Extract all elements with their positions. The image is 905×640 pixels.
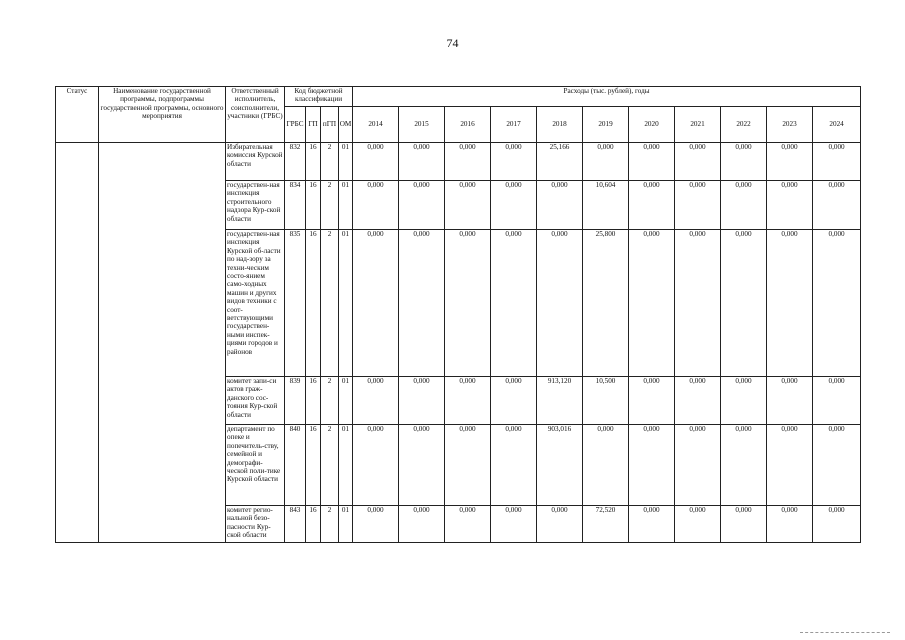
- value-2017: 0,000: [491, 230, 537, 377]
- code-grbs: 839: [285, 377, 306, 425]
- header-code-gp: ГП: [306, 107, 321, 143]
- value-2019: 25,800: [583, 230, 629, 377]
- org-cell: комитет регио-нальной безо-пасности Кур-ской области: [226, 506, 285, 543]
- org-cell: государствен-ная инспекция Курской об-ласти по над-зору за техни-ческим состо-янием само-ходных машин и других видов техники с соот-ветствующими государствен-ными инспек-циями городов и районов: [226, 230, 285, 377]
- value-2021: 0,000: [675, 377, 721, 425]
- value-2015: 0,000: [399, 230, 445, 377]
- value-2017: 0,000: [491, 181, 537, 230]
- code-pgp: 2: [321, 143, 339, 181]
- value-2017: 0,000: [491, 506, 537, 543]
- code-om: 01: [339, 425, 353, 506]
- header-year-2022: 2022: [721, 107, 767, 143]
- value-2017: 0,000: [491, 377, 537, 425]
- value-2016: 0,000: [445, 181, 491, 230]
- value-2022: 0,000: [721, 506, 767, 543]
- code-pgp: 2: [321, 377, 339, 425]
- value-2021: 0,000: [675, 181, 721, 230]
- status-cell: [56, 143, 99, 543]
- value-2015: 0,000: [399, 377, 445, 425]
- org-cell: комитет запи-си актов граж-данского сос-тояния Кур-ской области: [226, 377, 285, 425]
- code-pgp: 2: [321, 230, 339, 377]
- value-2020: 0,000: [629, 230, 675, 377]
- value-2024: 0,000: [813, 230, 861, 377]
- value-2016: 0,000: [445, 377, 491, 425]
- value-2023: 0,000: [767, 181, 813, 230]
- value-2019: 10,604: [583, 181, 629, 230]
- header-year-2017: 2017: [491, 107, 537, 143]
- value-2024: 0,000: [813, 425, 861, 506]
- header-status: Статус: [56, 87, 99, 143]
- header-year-2021: 2021: [675, 107, 721, 143]
- org-cell: департамент по опеке и попечитель-ству, семейной и демографи-ческой поли-тике Курской области: [226, 425, 285, 506]
- header-year-2016: 2016: [445, 107, 491, 143]
- header-expenses: Расходы (тыс. рублей), годы: [353, 87, 861, 107]
- header-name: Наименование государственной программы, подпрограммы государственной программы, основного мероприятия: [99, 87, 226, 143]
- header-code-pgp: пГП: [321, 107, 339, 143]
- value-2014: 0,000: [353, 181, 399, 230]
- header-code-grbs: ГРБС: [285, 107, 306, 143]
- value-2022: 0,000: [721, 230, 767, 377]
- code-pgp: 2: [321, 506, 339, 543]
- code-om: 01: [339, 230, 353, 377]
- value-2019: 10,500: [583, 377, 629, 425]
- header-year-2018: 2018: [537, 107, 583, 143]
- value-2020: 0,000: [629, 425, 675, 506]
- header-year-2020: 2020: [629, 107, 675, 143]
- value-2018: 25,166: [537, 143, 583, 181]
- program-name-cell: [99, 143, 226, 543]
- value-2014: 0,000: [353, 377, 399, 425]
- value-2020: 0,000: [629, 506, 675, 543]
- org-cell: государствен-ная инспекция строительного надзора Кур-ской области: [226, 181, 285, 230]
- value-2014: 0,000: [353, 506, 399, 543]
- value-2018: 0,000: [537, 181, 583, 230]
- value-2022: 0,000: [721, 181, 767, 230]
- value-2015: 0,000: [399, 143, 445, 181]
- value-2014: 0,000: [353, 230, 399, 377]
- value-2014: 0,000: [353, 143, 399, 181]
- value-2021: 0,000: [675, 506, 721, 543]
- value-2023: 0,000: [767, 230, 813, 377]
- value-2024: 0,000: [813, 506, 861, 543]
- value-2020: 0,000: [629, 181, 675, 230]
- code-grbs: 843: [285, 506, 306, 543]
- value-2017: 0,000: [491, 425, 537, 506]
- value-2023: 0,000: [767, 506, 813, 543]
- code-gp: 16: [306, 506, 321, 543]
- value-2018: 0,000: [537, 506, 583, 543]
- header-year-2024: 2024: [813, 107, 861, 143]
- page-number: 74: [446, 36, 459, 50]
- code-gp: 16: [306, 143, 321, 181]
- header-year-2015: 2015: [399, 107, 445, 143]
- value-2017: 0,000: [491, 143, 537, 181]
- code-gp: 16: [306, 230, 321, 377]
- code-om: 01: [339, 377, 353, 425]
- code-grbs: 835: [285, 230, 306, 377]
- header-responsible: Ответственный исполнитель, соисполнители, участники (ГРБС): [226, 87, 285, 143]
- value-2018: 0,000: [537, 230, 583, 377]
- value-2019: 0,000: [583, 425, 629, 506]
- value-2023: 0,000: [767, 377, 813, 425]
- value-2023: 0,000: [767, 425, 813, 506]
- value-2021: 0,000: [675, 143, 721, 181]
- value-2019: 72,520: [583, 506, 629, 543]
- code-gp: 16: [306, 181, 321, 230]
- value-2022: 0,000: [721, 425, 767, 506]
- header-budget-code: Код бюджетной классификации: [285, 87, 353, 107]
- value-2022: 0,000: [721, 143, 767, 181]
- table-row: [56, 143, 861, 181]
- header-year-2019: 2019: [583, 107, 629, 143]
- value-2020: 0,000: [629, 377, 675, 425]
- value-2022: 0,000: [721, 377, 767, 425]
- value-2016: 0,000: [445, 143, 491, 181]
- value-2021: 0,000: [675, 425, 721, 506]
- value-2015: 0,000: [399, 506, 445, 543]
- header-year-2014: 2014: [353, 107, 399, 143]
- value-2016: 0,000: [445, 230, 491, 377]
- code-grbs: 832: [285, 143, 306, 181]
- code-om: 01: [339, 143, 353, 181]
- org-cell: Избирательная комиссия Курской области: [226, 143, 285, 181]
- value-2016: 0,000: [445, 506, 491, 543]
- budget-table: [55, 86, 861, 543]
- code-pgp: 2: [321, 181, 339, 230]
- code-pgp: 2: [321, 425, 339, 506]
- value-2021: 0,000: [675, 230, 721, 377]
- scan-artifact: [800, 632, 890, 635]
- value-2020: 0,000: [629, 143, 675, 181]
- code-grbs: 834: [285, 181, 306, 230]
- value-2018: 903,016: [537, 425, 583, 506]
- value-2019: 0,000: [583, 143, 629, 181]
- code-gp: 16: [306, 425, 321, 506]
- value-2018: 913,120: [537, 377, 583, 425]
- header-year-2023: 2023: [767, 107, 813, 143]
- code-om: 01: [339, 181, 353, 230]
- value-2015: 0,000: [399, 181, 445, 230]
- code-grbs: 840: [285, 425, 306, 506]
- header-code-om: ОМ: [339, 107, 353, 143]
- value-2024: 0,000: [813, 143, 861, 181]
- code-om: 01: [339, 506, 353, 543]
- value-2014: 0,000: [353, 425, 399, 506]
- value-2016: 0,000: [445, 425, 491, 506]
- code-gp: 16: [306, 377, 321, 425]
- value-2024: 0,000: [813, 181, 861, 230]
- value-2023: 0,000: [767, 143, 813, 181]
- value-2015: 0,000: [399, 425, 445, 506]
- value-2024: 0,000: [813, 377, 861, 425]
